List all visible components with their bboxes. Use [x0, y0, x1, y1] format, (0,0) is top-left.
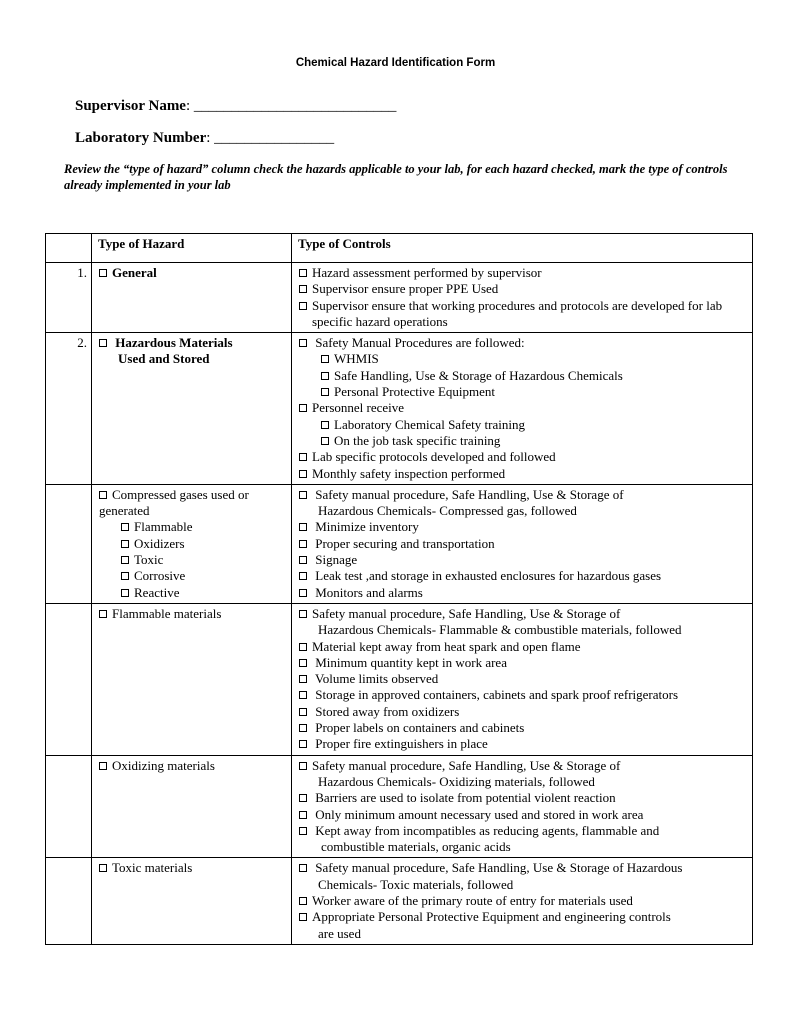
checkbox-icon[interactable]: [121, 540, 129, 548]
hazard-item-cont: generated: [99, 503, 150, 519]
control-item[interactable]: Supervisor ensure that working procedures and protocols are developed for lab specific hazard operations: [299, 298, 748, 331]
hazard-item-cont: Used and Stored: [118, 351, 210, 367]
header-type-of-controls: Type of Controls: [292, 234, 753, 263]
hazard-subitem[interactable]: Reactive: [99, 585, 291, 601]
control-item-cont: combustible materials, organic acids: [321, 839, 511, 855]
control-item[interactable]: Safety manual procedure, Safe Handling, Use & Storage of: [299, 606, 748, 622]
control-item[interactable]: Leak test ,and storage in exhausted enclosures for hazardous gases: [299, 568, 748, 584]
checkbox-icon[interactable]: [299, 724, 307, 732]
laboratory-number-field[interactable]: [75, 130, 334, 147]
checkbox-icon[interactable]: [299, 404, 307, 412]
checkbox-icon[interactable]: [299, 610, 307, 618]
form-title: Chemical Hazard Identification Form: [295, 57, 496, 69]
instructions: Review the “type of hazard” column check the hazards applicable to your lab, for each hazard checked, mark the type of controls already implemented in your lab: [64, 162, 728, 192]
checkbox-icon[interactable]: [99, 762, 107, 770]
checkbox-icon[interactable]: [299, 302, 307, 310]
control-item[interactable]: Safety manual procedure, Safe Handling, Use & Storage of Hazardous: [299, 860, 748, 876]
header-type-of-hazard: Type of Hazard: [92, 234, 292, 263]
table-row: [46, 603, 753, 755]
controls-cell: [292, 263, 753, 333]
control-item[interactable]: Monthly safety inspection performed: [299, 466, 748, 482]
checkbox-icon[interactable]: [299, 572, 307, 580]
control-item[interactable]: Proper fire extinguishers in place: [299, 736, 748, 752]
hazard-subitem[interactable]: Corrosive: [99, 568, 291, 584]
checkbox-icon[interactable]: [299, 794, 307, 802]
checkbox-icon[interactable]: [299, 659, 307, 667]
hazard-item[interactable]: Compressed gases used or: [99, 487, 291, 503]
control-subitem[interactable]: Laboratory Chemical Safety training: [299, 417, 748, 433]
control-item[interactable]: Worker aware of the primary route of entry for materials used: [299, 893, 748, 909]
control-item-cont: Hazardous Chemicals- Flammable & combustible materials, followed: [318, 622, 682, 638]
checkbox-icon[interactable]: [99, 610, 107, 618]
control-item[interactable]: Supervisor ensure proper PPE Used: [299, 281, 748, 297]
table-row: [46, 263, 753, 333]
checkbox-icon[interactable]: [299, 913, 307, 921]
checkbox-icon[interactable]: [299, 269, 307, 277]
control-item[interactable]: Safety manual procedure, Safe Handling, Use & Storage of: [299, 758, 748, 774]
control-item-cont: Hazardous Chemicals- Oxidizing materials, followed: [318, 773, 595, 789]
checkbox-icon[interactable]: [99, 269, 107, 277]
checkbox-icon[interactable]: [99, 864, 107, 872]
control-item[interactable]: Storage in approved containers, cabinets and spark proof refrigerators: [299, 687, 748, 703]
controls-cell: [292, 755, 753, 858]
checkbox-icon[interactable]: [321, 372, 329, 380]
checkbox-icon[interactable]: [299, 589, 307, 597]
table-row: [46, 858, 753, 944]
hazard-cell: [92, 755, 292, 858]
control-item[interactable]: Lab specific protocols developed and followed: [299, 449, 748, 465]
control-subitem[interactable]: WHMIS: [299, 351, 748, 367]
control-item-cont: Hazardous Chemicals- Compressed gas, followed: [318, 503, 577, 519]
table-row: [46, 333, 753, 485]
control-subitem[interactable]: On the job task specific training: [299, 433, 748, 449]
hazard-cell: [92, 333, 292, 485]
control-item[interactable]: Kept away from incompatibles as reducing agents, flammable and: [299, 823, 748, 839]
table-row: [46, 484, 753, 603]
checkbox-icon[interactable]: [121, 523, 129, 531]
table-header-row: [46, 234, 753, 263]
control-item[interactable]: Material kept away from heat spark and open flame: [299, 639, 748, 655]
checkbox-icon[interactable]: [321, 421, 329, 429]
checkbox-icon[interactable]: [121, 572, 129, 580]
control-item[interactable]: Proper securing and transportation: [299, 536, 748, 552]
checkbox-icon[interactable]: [299, 827, 307, 835]
laboratory-number-blank[interactable]: : ________________: [206, 130, 335, 146]
hazard-item[interactable]: Hazardous Materials: [99, 335, 291, 351]
hazard-cell: [92, 263, 292, 333]
control-item[interactable]: Proper labels on containers and cabinets: [299, 720, 748, 736]
control-item-cont: Chemicals- Toxic materials, followed: [318, 876, 514, 892]
control-item[interactable]: Appropriate Personal Protective Equipment and engineering controls: [299, 909, 748, 925]
supervisor-name-field[interactable]: [75, 98, 396, 115]
checkbox-icon[interactable]: [299, 675, 307, 683]
checkbox-icon[interactable]: [299, 523, 307, 531]
control-item[interactable]: Minimize inventory: [299, 519, 748, 535]
row-number: [46, 603, 92, 755]
row-number: [46, 858, 92, 944]
row-number: 2.: [46, 333, 92, 485]
row-number: 1.: [46, 263, 92, 333]
table-row: [46, 755, 753, 858]
checkbox-icon[interactable]: [299, 864, 307, 872]
checkbox-icon[interactable]: [321, 355, 329, 363]
checkbox-icon[interactable]: [299, 708, 307, 716]
checkbox-icon[interactable]: [121, 556, 129, 564]
supervisor-name-label: Supervisor Name: [75, 98, 186, 114]
checkbox-icon[interactable]: [299, 811, 307, 819]
row-number: [46, 484, 92, 603]
control-subitem[interactable]: Personal Protective Equipment: [299, 384, 748, 400]
supervisor-name-blank[interactable]: : ___________________________: [185, 98, 397, 114]
control-item[interactable]: Stored away from oxidizers: [299, 704, 748, 720]
controls-cell: [292, 333, 753, 485]
controls-cell: [292, 484, 753, 603]
control-item[interactable]: Only minimum amount necessary used and stored in work area: [299, 807, 748, 823]
checkbox-icon[interactable]: [99, 491, 107, 499]
checkbox-icon[interactable]: [299, 470, 307, 478]
control-item[interactable]: Barriers are used to isolate from potential violent reaction: [299, 790, 748, 806]
checkbox-icon[interactable]: [299, 691, 307, 699]
control-item[interactable]: Hazard assessment performed by supervisor: [299, 265, 748, 281]
checkbox-icon[interactable]: [321, 388, 329, 396]
checkbox-icon[interactable]: [299, 491, 307, 499]
checkbox-icon[interactable]: [299, 339, 307, 347]
checkbox-icon[interactable]: [299, 740, 307, 748]
hazard-subitem[interactable]: Toxic: [99, 552, 291, 568]
checkbox-icon[interactable]: [99, 339, 107, 347]
control-item-cont: are used: [318, 925, 361, 941]
hazard-subitem[interactable]: Flammable: [99, 519, 291, 535]
control-item[interactable]: Signage: [299, 552, 748, 568]
control-subitem[interactable]: Safe Handling, Use & Storage of Hazardous Chemicals: [299, 368, 748, 384]
row-number: [46, 755, 92, 858]
hazard-item[interactable]: Flammable materials: [99, 606, 291, 622]
controls-cell: [292, 603, 753, 755]
hazard-cell: [92, 858, 292, 944]
hazard-cell: [92, 484, 292, 603]
control-item[interactable]: Volume limits observed: [299, 671, 748, 687]
hazard-item[interactable]: Oxidizing materials: [99, 758, 291, 774]
hazard-table: [45, 233, 753, 945]
checkbox-icon[interactable]: [299, 556, 307, 564]
hazard-item[interactable]: Toxic materials: [99, 860, 291, 876]
checkbox-icon[interactable]: [121, 589, 129, 597]
hazard-cell: [92, 603, 292, 755]
checkbox-icon[interactable]: [299, 643, 307, 651]
control-item[interactable]: Safety manual procedure, Safe Handling, Use & Storage of: [299, 487, 748, 503]
control-item[interactable]: Monitors and alarms: [299, 585, 748, 601]
checkbox-icon[interactable]: [299, 540, 307, 548]
checkbox-icon[interactable]: [299, 762, 307, 770]
laboratory-number-label: Laboratory Number: [75, 130, 207, 146]
hazard-subitem[interactable]: Oxidizers: [99, 536, 291, 552]
hazard-item[interactable]: General: [99, 265, 291, 281]
checkbox-icon[interactable]: [299, 897, 307, 905]
checkbox-icon[interactable]: [299, 453, 307, 461]
control-item[interactable]: Minimum quantity kept in work area: [299, 655, 748, 671]
controls-cell: [292, 858, 753, 944]
checkbox-icon[interactable]: [321, 437, 329, 445]
control-item[interactable]: Safety Manual Procedures are followed:: [299, 335, 748, 351]
header-num: [46, 234, 92, 263]
control-item[interactable]: Personnel receive: [299, 400, 748, 416]
checkbox-icon[interactable]: [299, 285, 307, 293]
